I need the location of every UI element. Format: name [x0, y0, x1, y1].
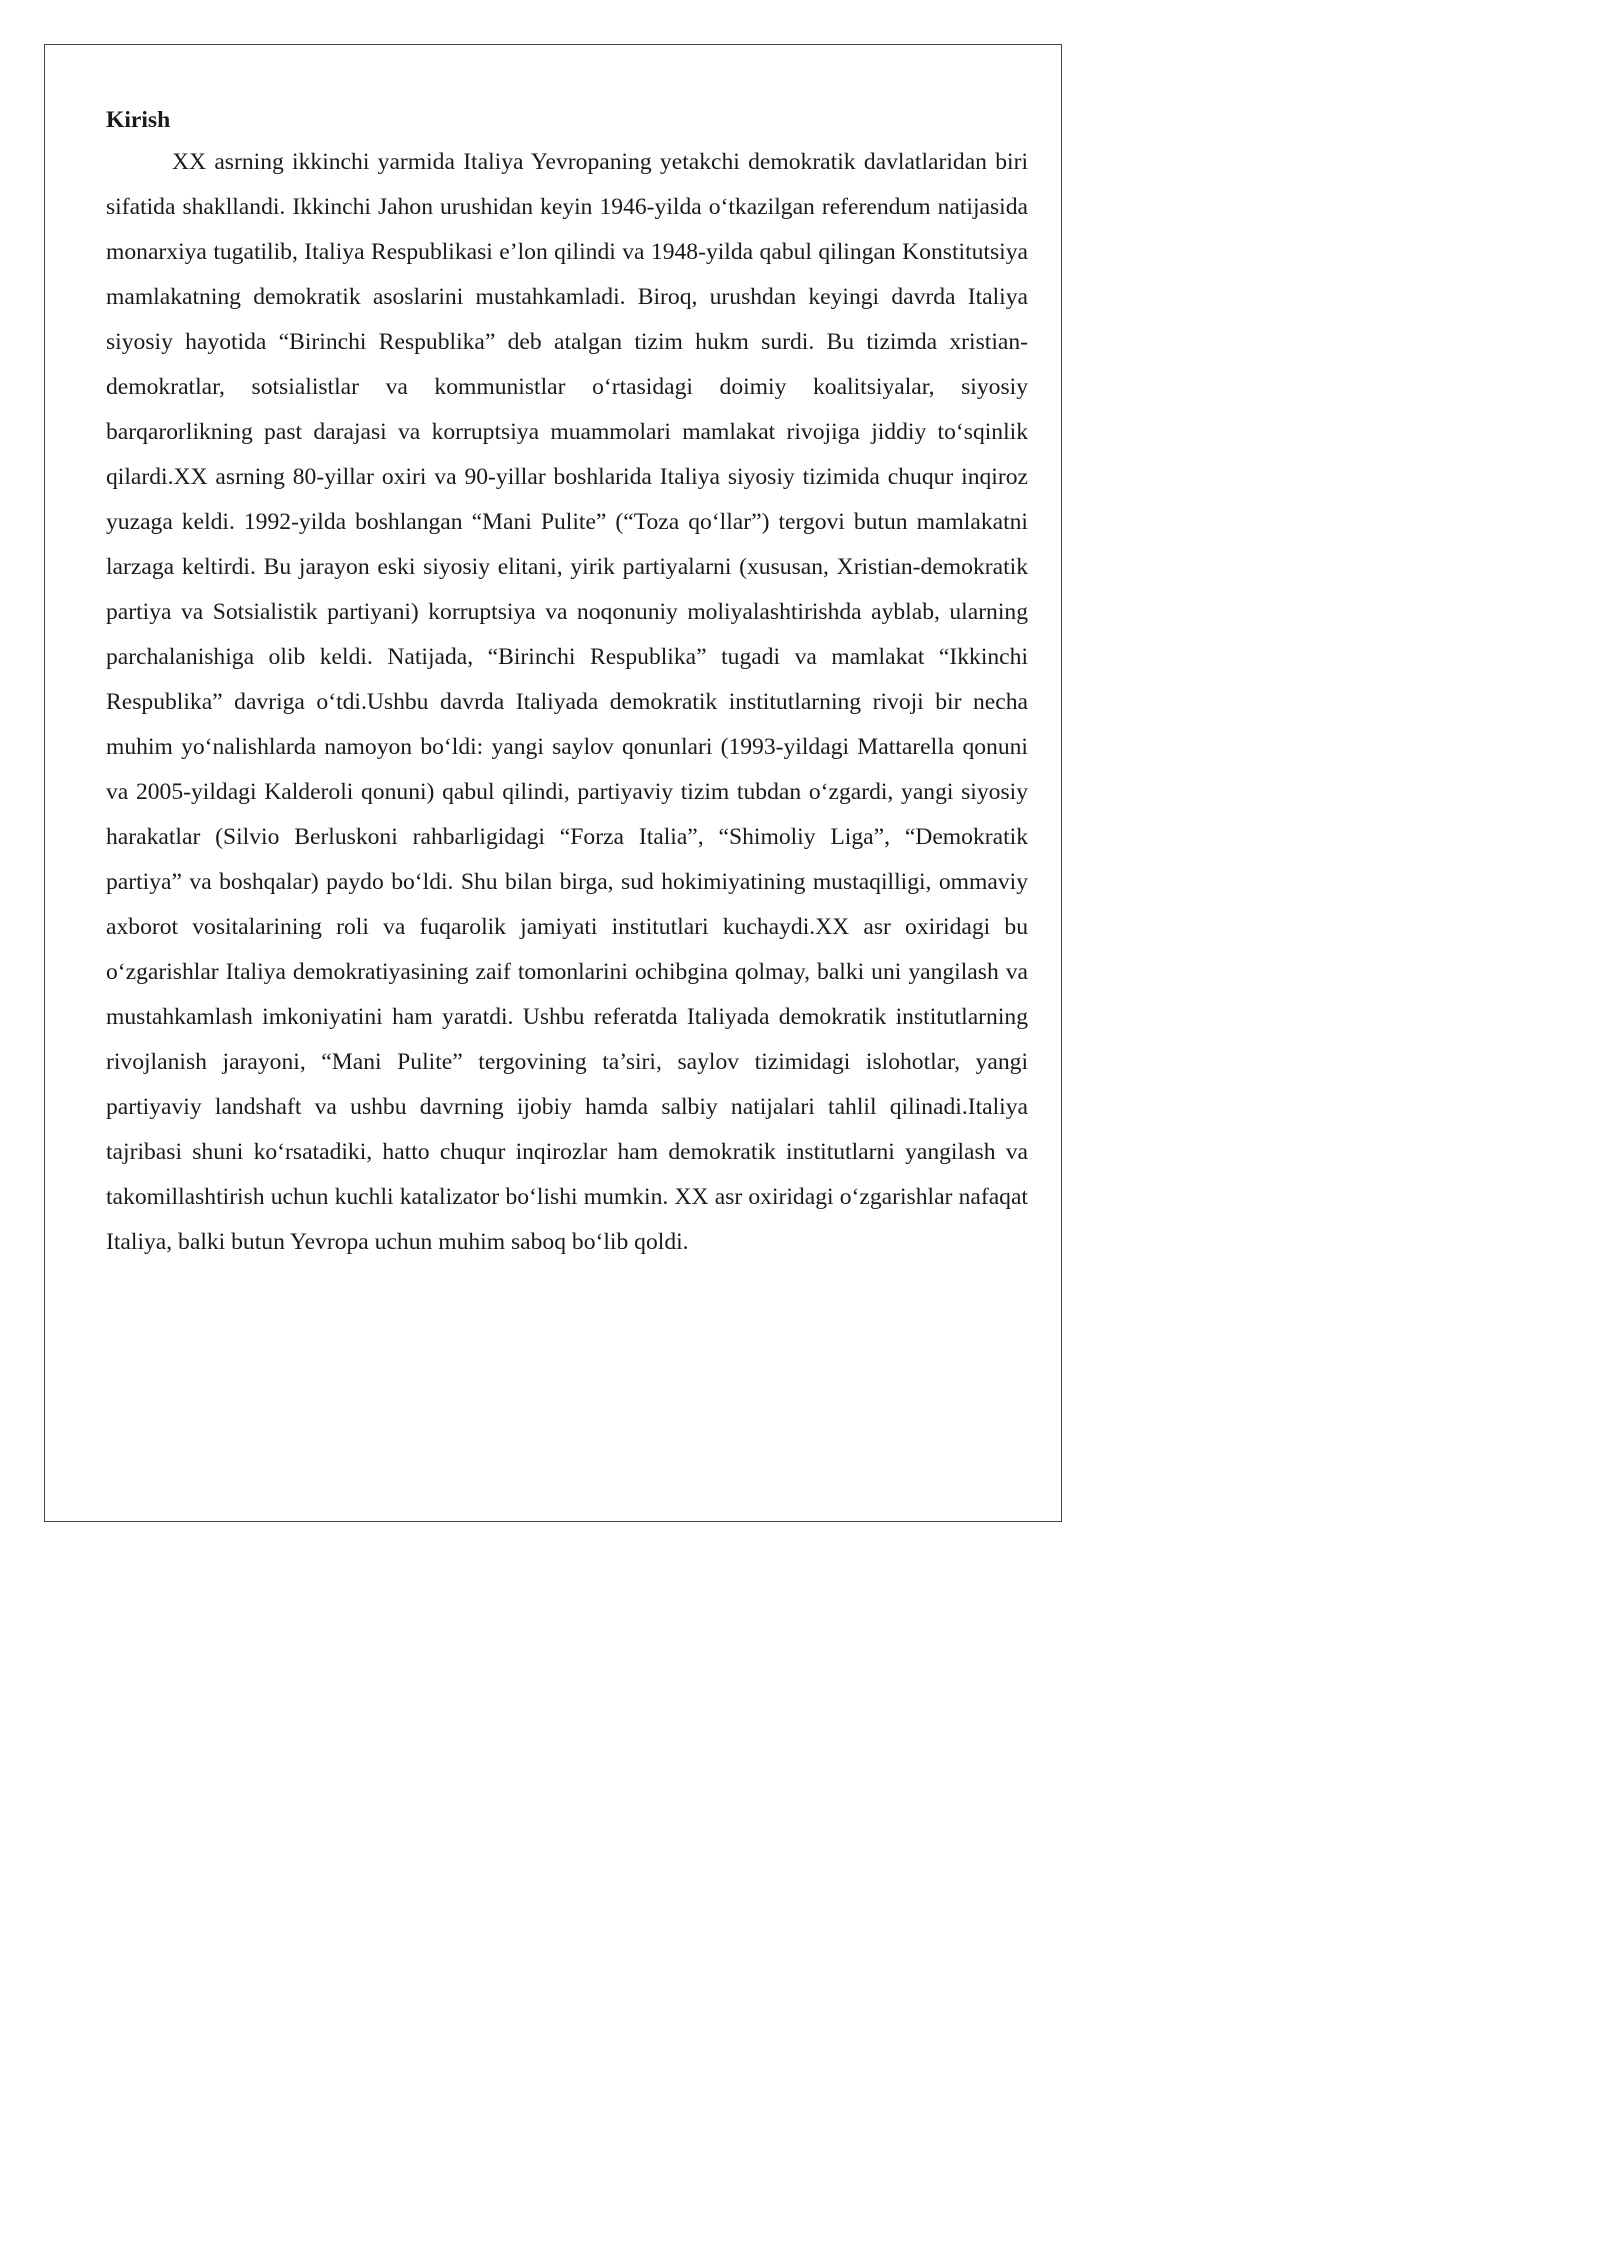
document-body [106, 100, 1028, 1265]
section-heading: Kirish [106, 107, 171, 133]
body-paragraph: XX asrning ikkinchi yarmida Italiya Yevropaning yetakchi demokratik davlatlaridan biri sifatida shakllandi. Ikkinchi Jahon urushidan keyin 1946-yilda o‘tkazilgan referendum natijasida monarxiya tugatilib, Italiya Respublikasi e’lon qilindi va 1948-yilda qabul qilingan Konstitutsiya mamlakatning demokratik asoslarini mustahkamladi. Biroq, urushdan keyingi davrda Italiya siyosiy hayotida “Birinchi Respublika” deb atalgan tizim hukm surdi. Bu tizimda xristian-demokratlar, sotsialistlar va kommunistlar o‘rtasidagi doimiy koalitsiyalar, siyosiy barqarorlikning past darajasi va korruptsiya muammolari mamlakat rivojiga jiddiy to‘sqinlik qilardi.XX asrning 80-yillar oxiri va 90-yillar boshlarida Italiya siyosiy tizimida chuqur inqiroz yuzaga keldi. 1992-yilda boshlangan “Mani Pulite” (“Toza qo‘llar”) tergovi butun mamlakatni larzaga keltirdi. Bu jarayon eski siyosiy elitani, yirik partiyalarni (xususan, Xristian-demokratik partiya va Sotsialistik partiyani) korruptsiya va noqonuniy moliyalashtirishda ayblab, ularning parchalanishiga olib keldi. Natijada, “Birinchi Respublika” tugadi va mamlakat “Ikkinchi Respublika” davriga o‘tdi.Ushbu davrda Italiyada demokratik institutlarning rivoji bir necha muhim yo‘nalishlarda namoyon bo‘ldi: yangi saylov qonunlari (1993-yildagi Mattarella qonuni va 2005-yildagi Kalderoli qonuni) qabul qilindi, partiyaviy tizim tubdan o‘zgardi, yangi siyosiy harakatlar (Silvio Berluskoni rahbarligidagi “Forza Italia”, “Shimoliy Liga”, “Demokratik partiya” va boshqalar) paydo bo‘ldi. Shu bilan birga, sud hokimiyatining mustaqilligi, ommaviy axborot vositalarining roli va fuqarolik jamiyati institutlari kuchaydi.XX asr oxiridagi bu o‘zgarishlar Italiya demokratiyasining zaif tomonlarini ochibgina qolmay, balki uni yangilash va mustahkamlash imkoniyatini ham yaratdi. Ushbu referatda Italiyada demokratik institutlarning rivojlanish jarayoni, “Mani Pulite” tergovining ta’siri, saylov tizimidagi islohotlar, yangi partiyaviy landshaft va ushbu davrning ijobiy hamda salbiy natijalari tahlil qilinadi.Italiya tajribasi shuni ko‘rsatadiki, hatto chuqur inqirozlar ham demokratik institutlarni yangilash va takomillashtirish uchun kuchli katalizator bo‘lishi mumkin. XX asr oxiridagi o‘zgarishlar nafaqat Italiya, balki butun Yevropa uchun muhim saboq bo‘lib qoldi. [106, 149, 1028, 1255]
